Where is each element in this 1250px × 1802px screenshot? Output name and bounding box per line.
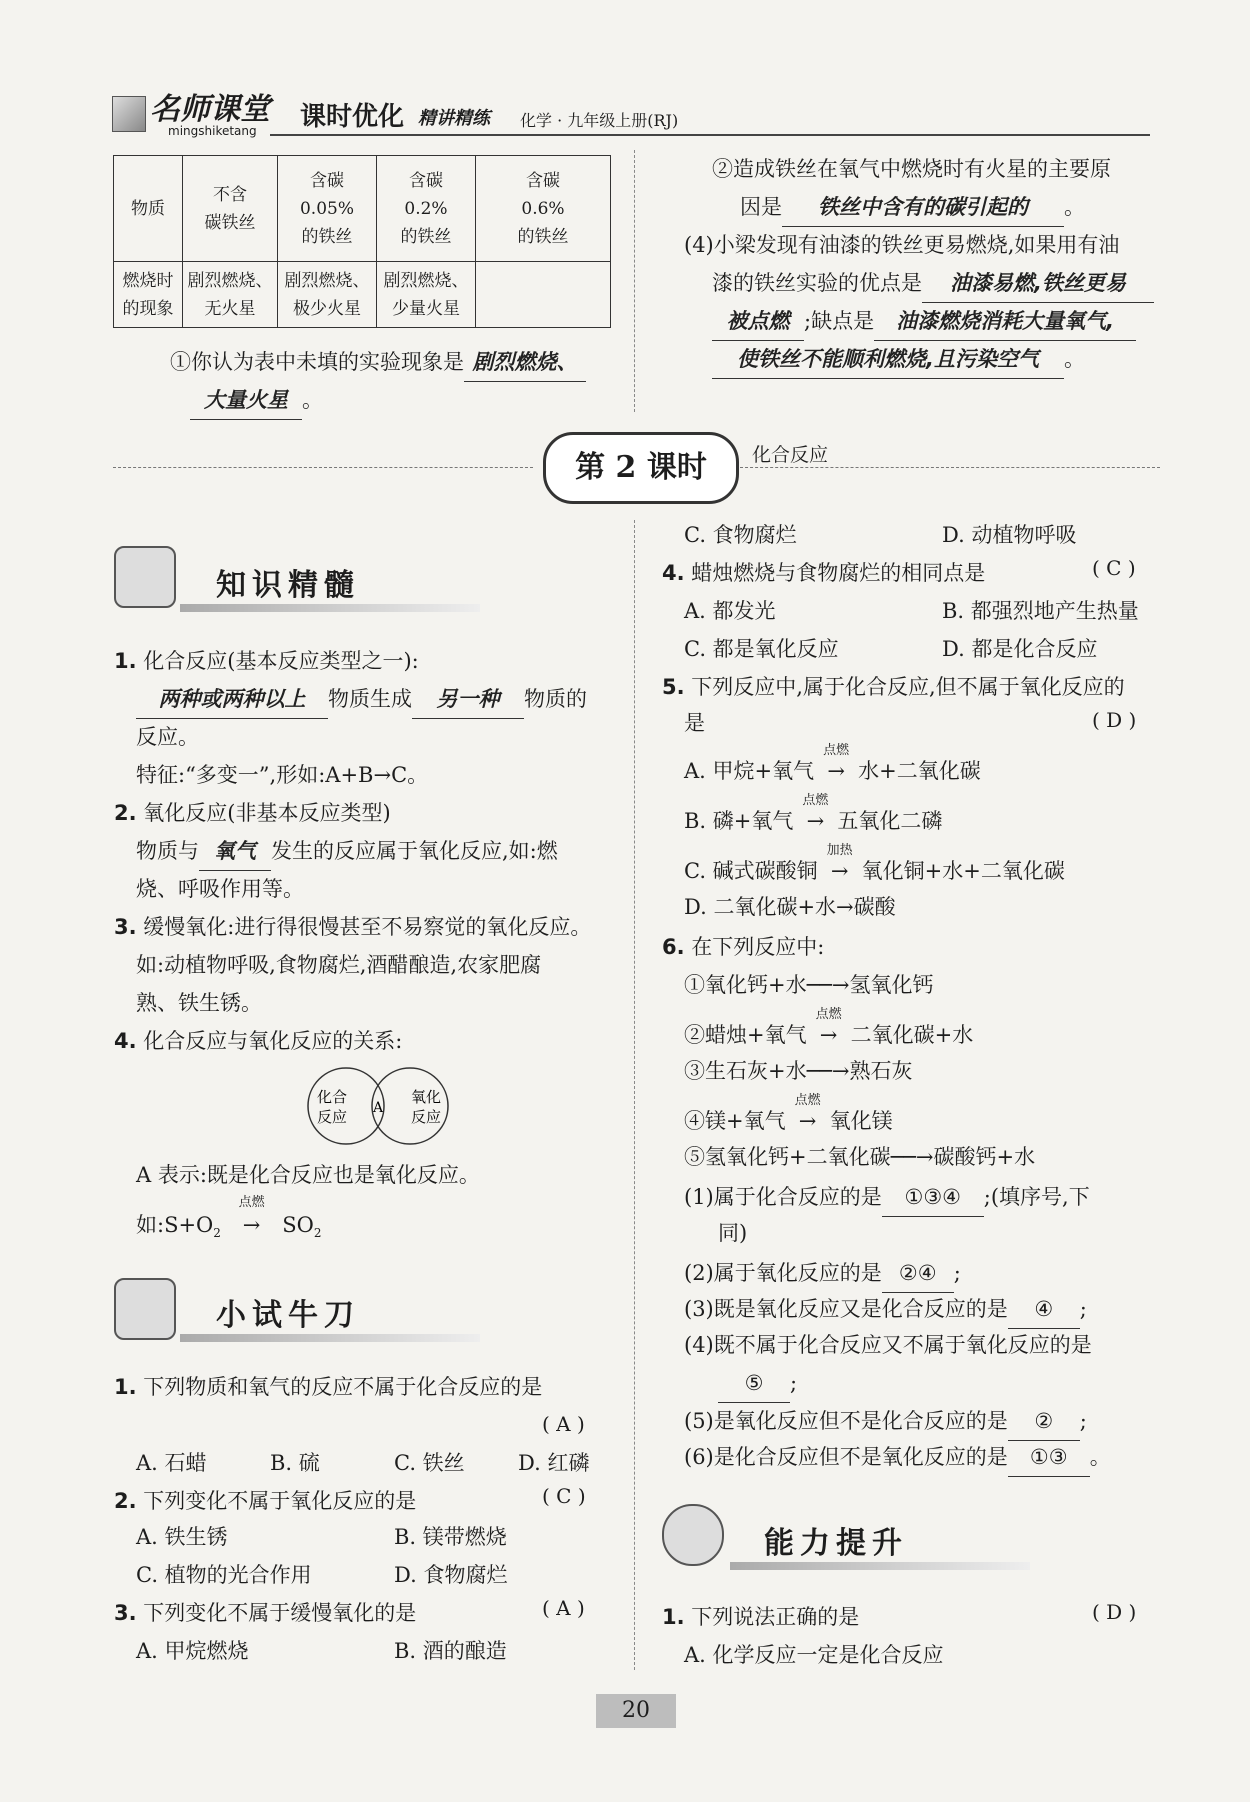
- p-q1-options: A. 石蜡 B. 硫 C. 铁丝 D. 红磷: [136, 1451, 590, 1475]
- k1-head: 1. 化合反应(基本反应类型之一):: [114, 649, 419, 673]
- p-q4-answer: ( C ): [1092, 556, 1136, 580]
- header-rule: [270, 134, 1150, 136]
- q2-fill: 因是 铁丝中含有的碳引起的 。: [740, 188, 1085, 227]
- k2-fill: 物质与 氧气 发生的反应属于氧化反应,如:燃: [136, 832, 558, 871]
- p-q6-r4: ④镁+氧气 点燃 → 氧化镁: [684, 1093, 893, 1133]
- table-cell: 剧烈燃烧、 无火星: [183, 262, 278, 328]
- venn-diagram: [298, 1066, 458, 1146]
- section-bar: [730, 1562, 1030, 1570]
- q4-text: (4)小梁发现有油漆的铁丝更易燃烧,如果用有油: [684, 233, 1120, 257]
- p-q5-option-a: A. 甲烷+氧气 点燃 → 水+二氧化碳: [684, 743, 981, 783]
- header-slogan: 精讲精练: [418, 108, 490, 129]
- q-fill-1: ①你认为表中未填的实验现象是 剧烈燃烧、: [170, 343, 586, 382]
- p-q2-answer: ( C ): [542, 1484, 586, 1508]
- k3-b: 如:动植物呼吸,食物腐烂,酒醋酿造,农家肥腐: [136, 953, 542, 977]
- lesson-topic: 化合反应: [752, 444, 829, 466]
- practice-title: 小试牛刀: [216, 1298, 360, 1333]
- p-q1: 1. 下列物质和氧气的反应不属于化合反应的是: [114, 1375, 543, 1399]
- p-q3: 3. 下列变化不属于缓慢氧化的是: [114, 1601, 417, 1625]
- k1-fill: 两种或两种以上 物质生成 另一种 物质的: [136, 680, 587, 719]
- section-bar: [180, 604, 480, 612]
- p-q3-options-ab: A. 甲烷燃烧 B. 酒的酿造: [136, 1639, 507, 1663]
- knowledge-icon: [114, 546, 176, 608]
- table-cell: 剧烈燃烧、 少量火星: [377, 262, 476, 328]
- p-q2-options-cd: C. 植物的光合作用 D. 食物腐烂: [136, 1563, 508, 1587]
- venn-right-label-a: 氧化: [410, 1088, 442, 1106]
- k2-head: 2. 氧化反应(非基本反应类型): [114, 801, 391, 825]
- lesson-title: 第 2 课时: [543, 432, 739, 504]
- venn-left-label-a: 化合: [316, 1088, 348, 1106]
- k4-head: 4. 化合反应与氧化反应的关系:: [114, 1029, 403, 1053]
- ability-title: 能力提升: [764, 1526, 908, 1561]
- k4-note: A 表示:既是化合反应也是氧化反应。: [136, 1163, 480, 1187]
- p-q4-options-ab: A. 都发光 B. 都强烈地产生热量: [684, 599, 1139, 623]
- ability-icon: [662, 1504, 724, 1566]
- p-q6-r3: ③生石灰+水──→熟石灰: [684, 1059, 913, 1083]
- table-cell: 含碳 0.05% 的铁丝: [278, 156, 377, 262]
- q4-fill-1: 漆的铁丝实验的优点是 油漆易燃,铁丝更易: [712, 264, 1154, 303]
- p-q6-s1: (1)属于化合反应的是 ①③④ ;(填序号,下: [684, 1178, 1090, 1217]
- knowledge-title: 知识精髓: [216, 568, 360, 603]
- p-q1-answer: ( A ): [542, 1412, 585, 1436]
- section-bar: [180, 1334, 480, 1342]
- header-book: 化学 · 九年级上册(RJ): [520, 111, 679, 130]
- k1-line3: 反应。: [136, 725, 199, 749]
- p-q6-r2: ②蜡烛+氧气 点燃 → 二氧化碳+水: [684, 1007, 974, 1047]
- p-q4-options-cd: C. 都是氧化反应 D. 都是化合反应: [684, 637, 1098, 661]
- page-number: 20: [596, 1694, 676, 1728]
- p-q3-options-cd: C. 食物腐烂 D. 动植物呼吸: [684, 523, 1077, 547]
- p-q6-s2: (2)属于氧化反应的是 ②④ ;: [684, 1254, 961, 1293]
- p-q3-answer: ( A ): [542, 1596, 585, 1620]
- p-q6-s1-c: 同): [718, 1221, 748, 1245]
- p-q5-b: 是: [684, 711, 705, 735]
- p-q2-options-ab: A. 铁生锈 B. 镁带燃烧: [136, 1525, 507, 1549]
- table-cell: 燃烧时 的现象: [114, 262, 183, 328]
- column-divider: [634, 150, 635, 412]
- p-q6-r1: ①氧化钙+水──→氢氧化钙: [684, 973, 934, 997]
- p-q5-option-c: C. 碱式碳酸铜 加热 → 氧化铜+水+二氧化碳: [684, 843, 1065, 883]
- logo-cube-icon: [112, 96, 146, 132]
- p-q6-s3: (3)既是氧化反应又是化合反应的是 ④ ;: [684, 1290, 1087, 1329]
- p-q2: 2. 下列变化不属于氧化反应的是: [114, 1489, 417, 1513]
- a-q1: 1. 下列说法正确的是: [662, 1605, 860, 1629]
- k3-a: 3. 缓慢氧化:进行得很慢甚至不易察觉的氧化反应。: [114, 915, 592, 939]
- p-q6: 6. 在下列反应中:: [662, 935, 825, 959]
- p-q6-s4: (4)既不属于化合反应又不属于氧化反应的是: [684, 1333, 1092, 1357]
- experiment-table: [113, 155, 611, 328]
- p-q6-s6: (6)是化合反应但不是氧化反应的是 ①③ 。: [684, 1438, 1111, 1477]
- p-q5-answer: ( D ): [1092, 708, 1137, 732]
- table-cell: 剧烈燃烧、 极少火星: [278, 262, 377, 328]
- a-q1-option-a: A. 化学反应一定是化合反应: [684, 1643, 944, 1667]
- a-q1-answer: ( D ): [1092, 1600, 1137, 1624]
- p-q5-option-d: D. 二氧化碳+水→碳酸: [684, 895, 896, 919]
- q-fill-1-cont: 大量火星 。: [190, 381, 323, 420]
- k1-feature: 特征:“多变一”,形如:A+B→C。: [136, 763, 429, 787]
- k3-c: 熟、铁生锈。: [136, 991, 262, 1015]
- table-cell: 含碳 0.2% 的铁丝: [377, 156, 476, 262]
- q4-fill-3: 使铁丝不能顺利燃烧,且污染空气 。: [712, 340, 1085, 379]
- k2-c: 烧、呼吸作用等。: [136, 877, 304, 901]
- table-cell: 含碳 0.6% 的铁丝: [476, 156, 611, 262]
- table-cell: 物质: [114, 156, 183, 262]
- table-cell-empty: [476, 262, 611, 328]
- k4-example: 如$:S+O_2$ 点燃 → $SO_2$: [136, 1195, 322, 1241]
- p-q6-s5: (5)是氧化反应但不是化合反应的是 ② ;: [684, 1402, 1087, 1441]
- venn-left-label-b: 反应: [316, 1108, 348, 1126]
- p-q4: 4. 蜡烛燃烧与食物腐烂的相同点是: [662, 561, 986, 585]
- header-series: 课时优化: [300, 102, 405, 132]
- practice-icon: [114, 1278, 176, 1340]
- q2-text: ②造成铁丝在氧气中燃烧时有火星的主要原: [712, 157, 1111, 181]
- q4-fill-2: 被点燃 ;缺点是 油漆燃烧消耗大量氧气,: [712, 302, 1136, 341]
- table-cell: 不含 碳铁丝: [183, 156, 278, 262]
- p-q5: 5. 下列反应中,属于化合反应,但不属于氧化反应的: [662, 675, 1125, 699]
- venn-mid-label: A: [372, 1100, 384, 1116]
- venn-right-label-b: 反应: [410, 1108, 442, 1126]
- p-q6-r5: ⑤氢氧化钙+二氧化碳──→碳酸钙+水: [684, 1145, 1036, 1169]
- lesson-separator-right: [740, 467, 1160, 468]
- header-logo-pinyin: mingshiketang: [168, 124, 257, 138]
- column-divider: [634, 520, 635, 1670]
- header-logo: 名师课堂: [150, 92, 270, 127]
- p-q6-s4-fill: ⑤ ;: [718, 1364, 797, 1403]
- lesson-separator-left: [113, 467, 533, 468]
- p-q5-option-b: B. 磷+氧气 点燃 → 五氧化二磷: [684, 793, 943, 833]
